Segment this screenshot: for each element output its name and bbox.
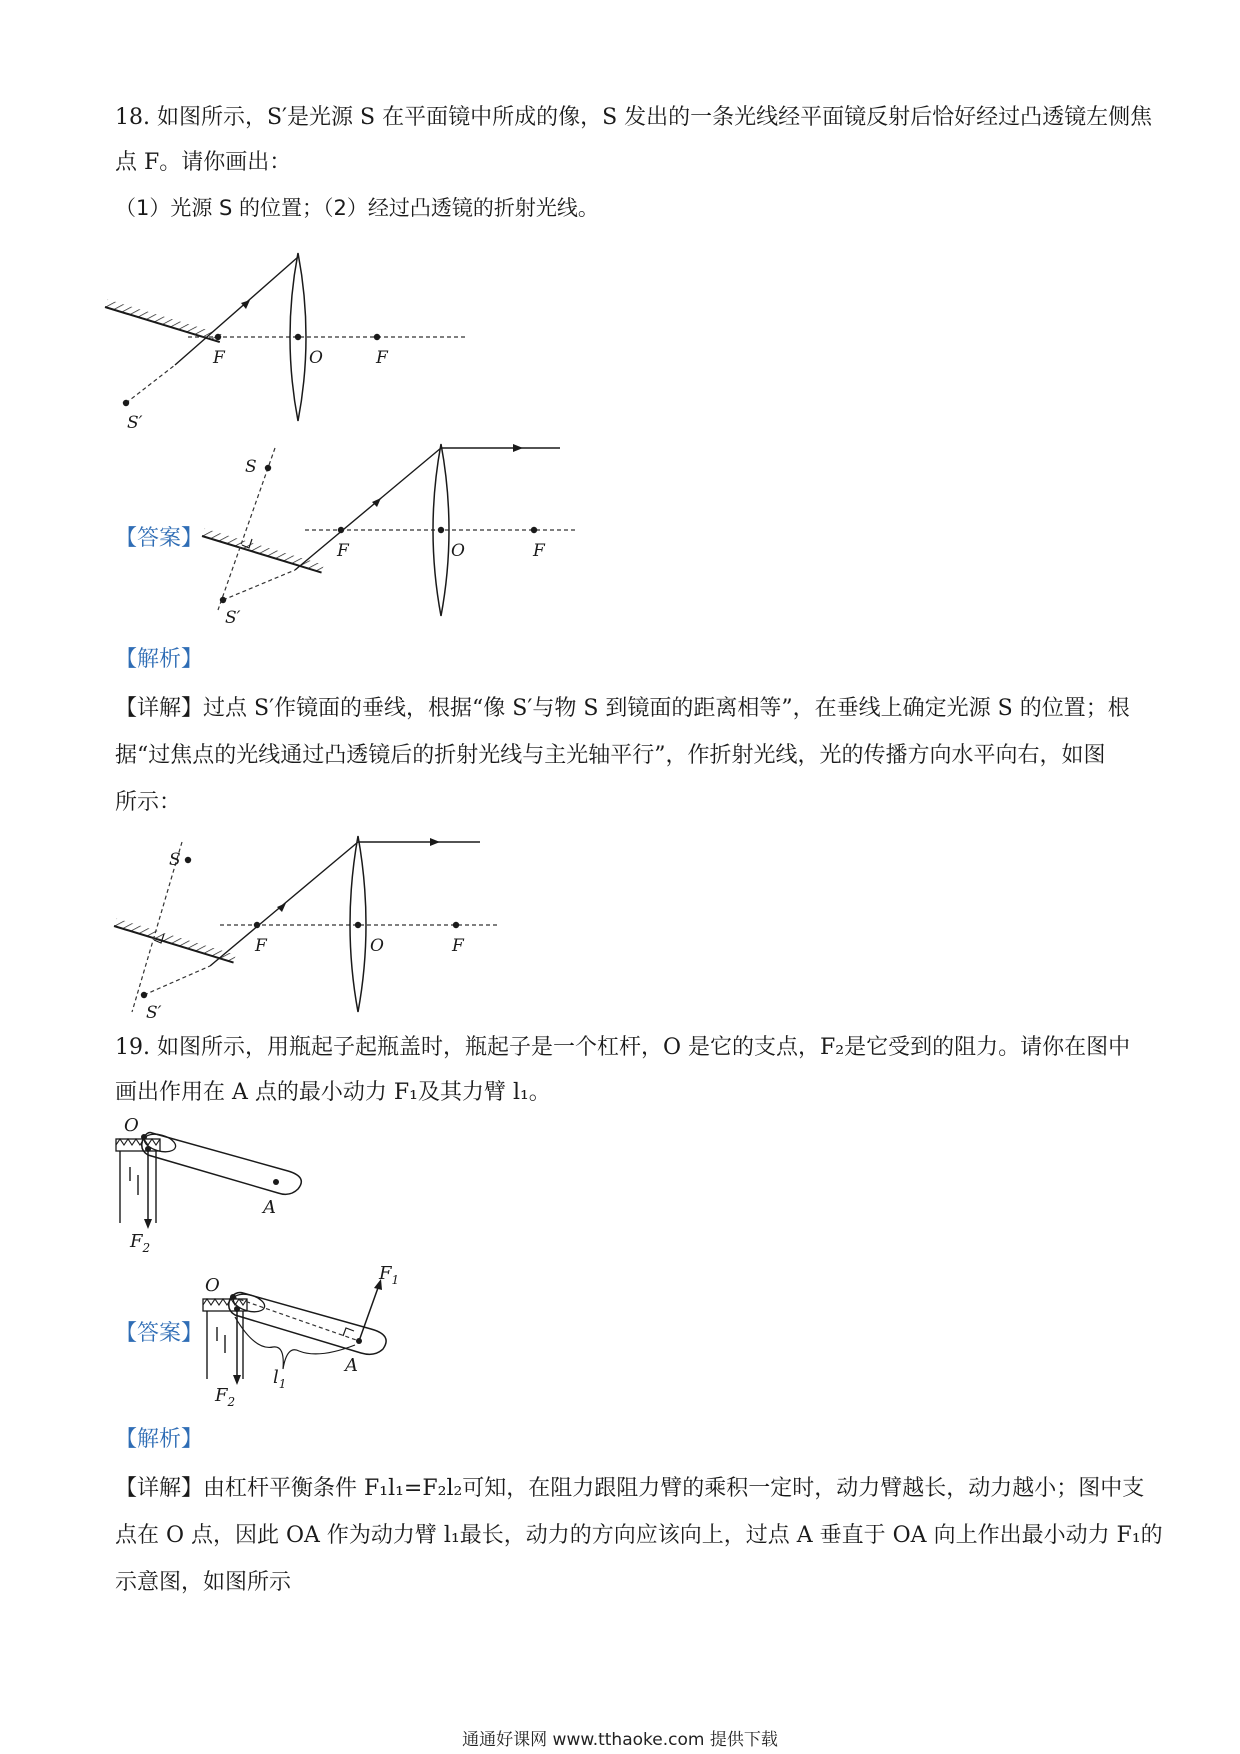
q18-stem-line3: （1）光源 S 的位置；（2）经过凸透镜的折射光线。 [115, 196, 599, 220]
label-F2: $F_2$ [130, 1231, 151, 1255]
q19-answer-tag: 【答案】 [115, 1321, 204, 1346]
q19-analysis-tag: 【解析】 [115, 1427, 204, 1452]
label-S-prime: S′ [225, 608, 241, 628]
label-F-left: F [255, 936, 267, 956]
q19-detail-line3: 示意图，如图所示 [115, 1570, 292, 1595]
label-F2: $F_2$ [215, 1385, 236, 1409]
label-A: A [263, 1197, 276, 1218]
q19-question-figure [108, 1115, 338, 1255]
label-F-right: F [452, 936, 464, 956]
q18-answer-figure [185, 440, 585, 630]
q18-stem-line2: 点 F。请你画出： [115, 150, 292, 175]
q19-detail-line2: 点在 O 点，因此 OA 作为动力臂 l₁最长，动力的方向应该向上，过点 A 垂直于 OA 向上作出最小动力 F₁的 [115, 1523, 1163, 1548]
q18-stem-line1: 18. 如图所示，S′是光源 S 在平面镜中所成的像，S 发出的一条光线经平面镜反射后恰好经过凸透镜左侧焦 [115, 105, 1153, 130]
label-F1: $F_1$ [379, 1263, 400, 1287]
label-O: O [309, 348, 323, 368]
label-O: O [205, 1275, 220, 1296]
q19-stem-line1: 19. 如图所示，用瓶起子起瓶盖时，瓶起子是一个杠杆，O 是它的支点，F₂是它受到的阻力。请你在图中 [115, 1035, 1131, 1060]
label-l1: $l_1$ [273, 1367, 287, 1391]
q18-answer-tag: 【答案】 [115, 526, 204, 551]
q18-detail-line1: 【详解】过点 S′作镜面的垂线，根据“像 S′与物 S 到镜面的距离相等”，在垂线上确定光源 S 的位置；根 [115, 696, 1130, 721]
label-F-left: F [213, 348, 225, 368]
q19-stem-line2: 画出作用在 A 点的最小动力 F₁及其力臂 l₁。 [115, 1080, 551, 1105]
label-O: O [124, 1115, 139, 1136]
q19-answer-figure [195, 1255, 455, 1415]
label-S-prime: S′ [146, 1003, 162, 1020]
label-S-prime: S′ [127, 413, 143, 433]
page-footer: 通通好课网 www.tthaoke.com 提供下载 [462, 1730, 778, 1750]
label-F-left: F [337, 541, 349, 561]
label-S: S [245, 457, 257, 477]
label-S: S [169, 850, 181, 870]
label-O: O [451, 541, 465, 561]
q18-question-figure [100, 245, 480, 435]
q18-detail-line2: 据“过焦点的光线通过凸透镜后的折射光线与主光轴平行”，作折射光线，光的传播方向水平向右，如图 [115, 743, 1106, 768]
label-F-right: F [376, 348, 388, 368]
label-A: A [345, 1355, 358, 1376]
label-F-right: F [533, 541, 545, 561]
q18-detail-line3: 所示： [115, 790, 182, 815]
q19-detail-line1: 【详解】由杠杆平衡条件 F₁l₁=F₂l₂可知，在阻力跟阻力臂的乘积一定时，动力臂越长，动力越小；图中支 [115, 1476, 1145, 1501]
label-O: O [370, 936, 384, 956]
q18-explanation-figure [110, 830, 510, 1020]
q18-analysis-tag: 【解析】 [115, 647, 204, 672]
